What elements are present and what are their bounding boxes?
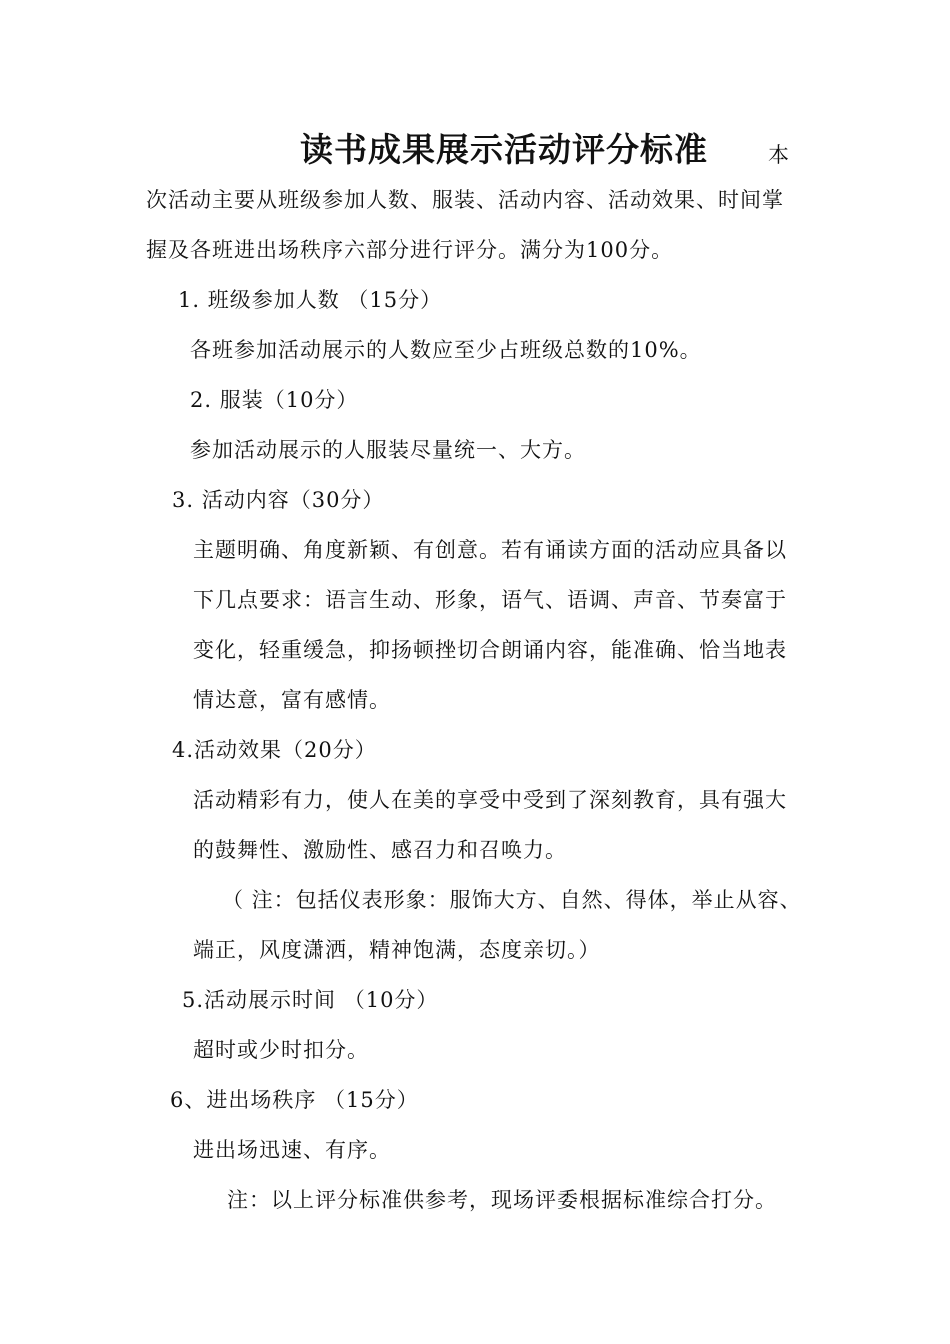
intro-line-2: 握及各班进出场秩序六部分进行评分。满分为100分。 [146,238,674,262]
section-heading-3: 3. 活动内容（30分） [172,488,385,512]
intro-line-1: 次活动主要从班级参加人数、服装、活动内容、活动效果、时间掌 [146,188,784,212]
section-body-3-line-4: 情达意，富有感情。 [193,688,391,712]
section-heading-6: 6、进出场秩序 （15分） [170,1088,419,1112]
section-heading-4: 4.活动效果（20分） [172,738,377,762]
section-heading-5: 5.活动展示时间 （10分） [182,988,439,1012]
document-title: 读书成果展示活动评分标准 [300,130,708,169]
section-body-3-line-2: 下几点要求：语言生动、形象，语气、语调、声音、节奏富于 [193,588,787,612]
title-trailing-text: 本 [768,143,789,167]
section-body-3-line-3: 变化，轻重缓急，抑扬顿挫切合朗诵内容，能准确、恰当地表 [193,638,787,662]
section-note-4-line-1: （ 注：包括仪表形象：服饰大方、自然、得体，举止从容、 [222,888,802,912]
section-body-4-line-2: 的鼓舞性、激励性、感召力和召唤力。 [193,838,567,862]
section-body-2-line-1: 参加活动展示的人服装尽量统一、大方。 [190,438,586,462]
section-body-1-line-1: 各班参加活动展示的人数应至少占班级总数的10%。 [190,338,702,362]
section-note-4-line-2: 端正，风度潇洒，精神饱满，态度亲切。） [193,938,601,962]
section-body-6-line-1: 进出场迅速、有序。 [193,1138,391,1162]
section-body-5-line-1: 超时或少时扣分。 [193,1038,369,1062]
footer-note: 注：以上评分标准供参考，现场评委根据标准综合打分。 [227,1188,777,1212]
section-heading-2: 2. 服装（10分） [190,388,359,412]
section-body-3-line-1: 主题明确、角度新颖、有创意。若有诵读方面的活动应具备以 [193,538,787,562]
section-heading-1: 1. 班级参加人数 （15分） [178,288,443,312]
section-body-4-line-1: 活动精彩有力，使人在美的享受中受到了深刻教育，具有强大 [193,788,787,812]
